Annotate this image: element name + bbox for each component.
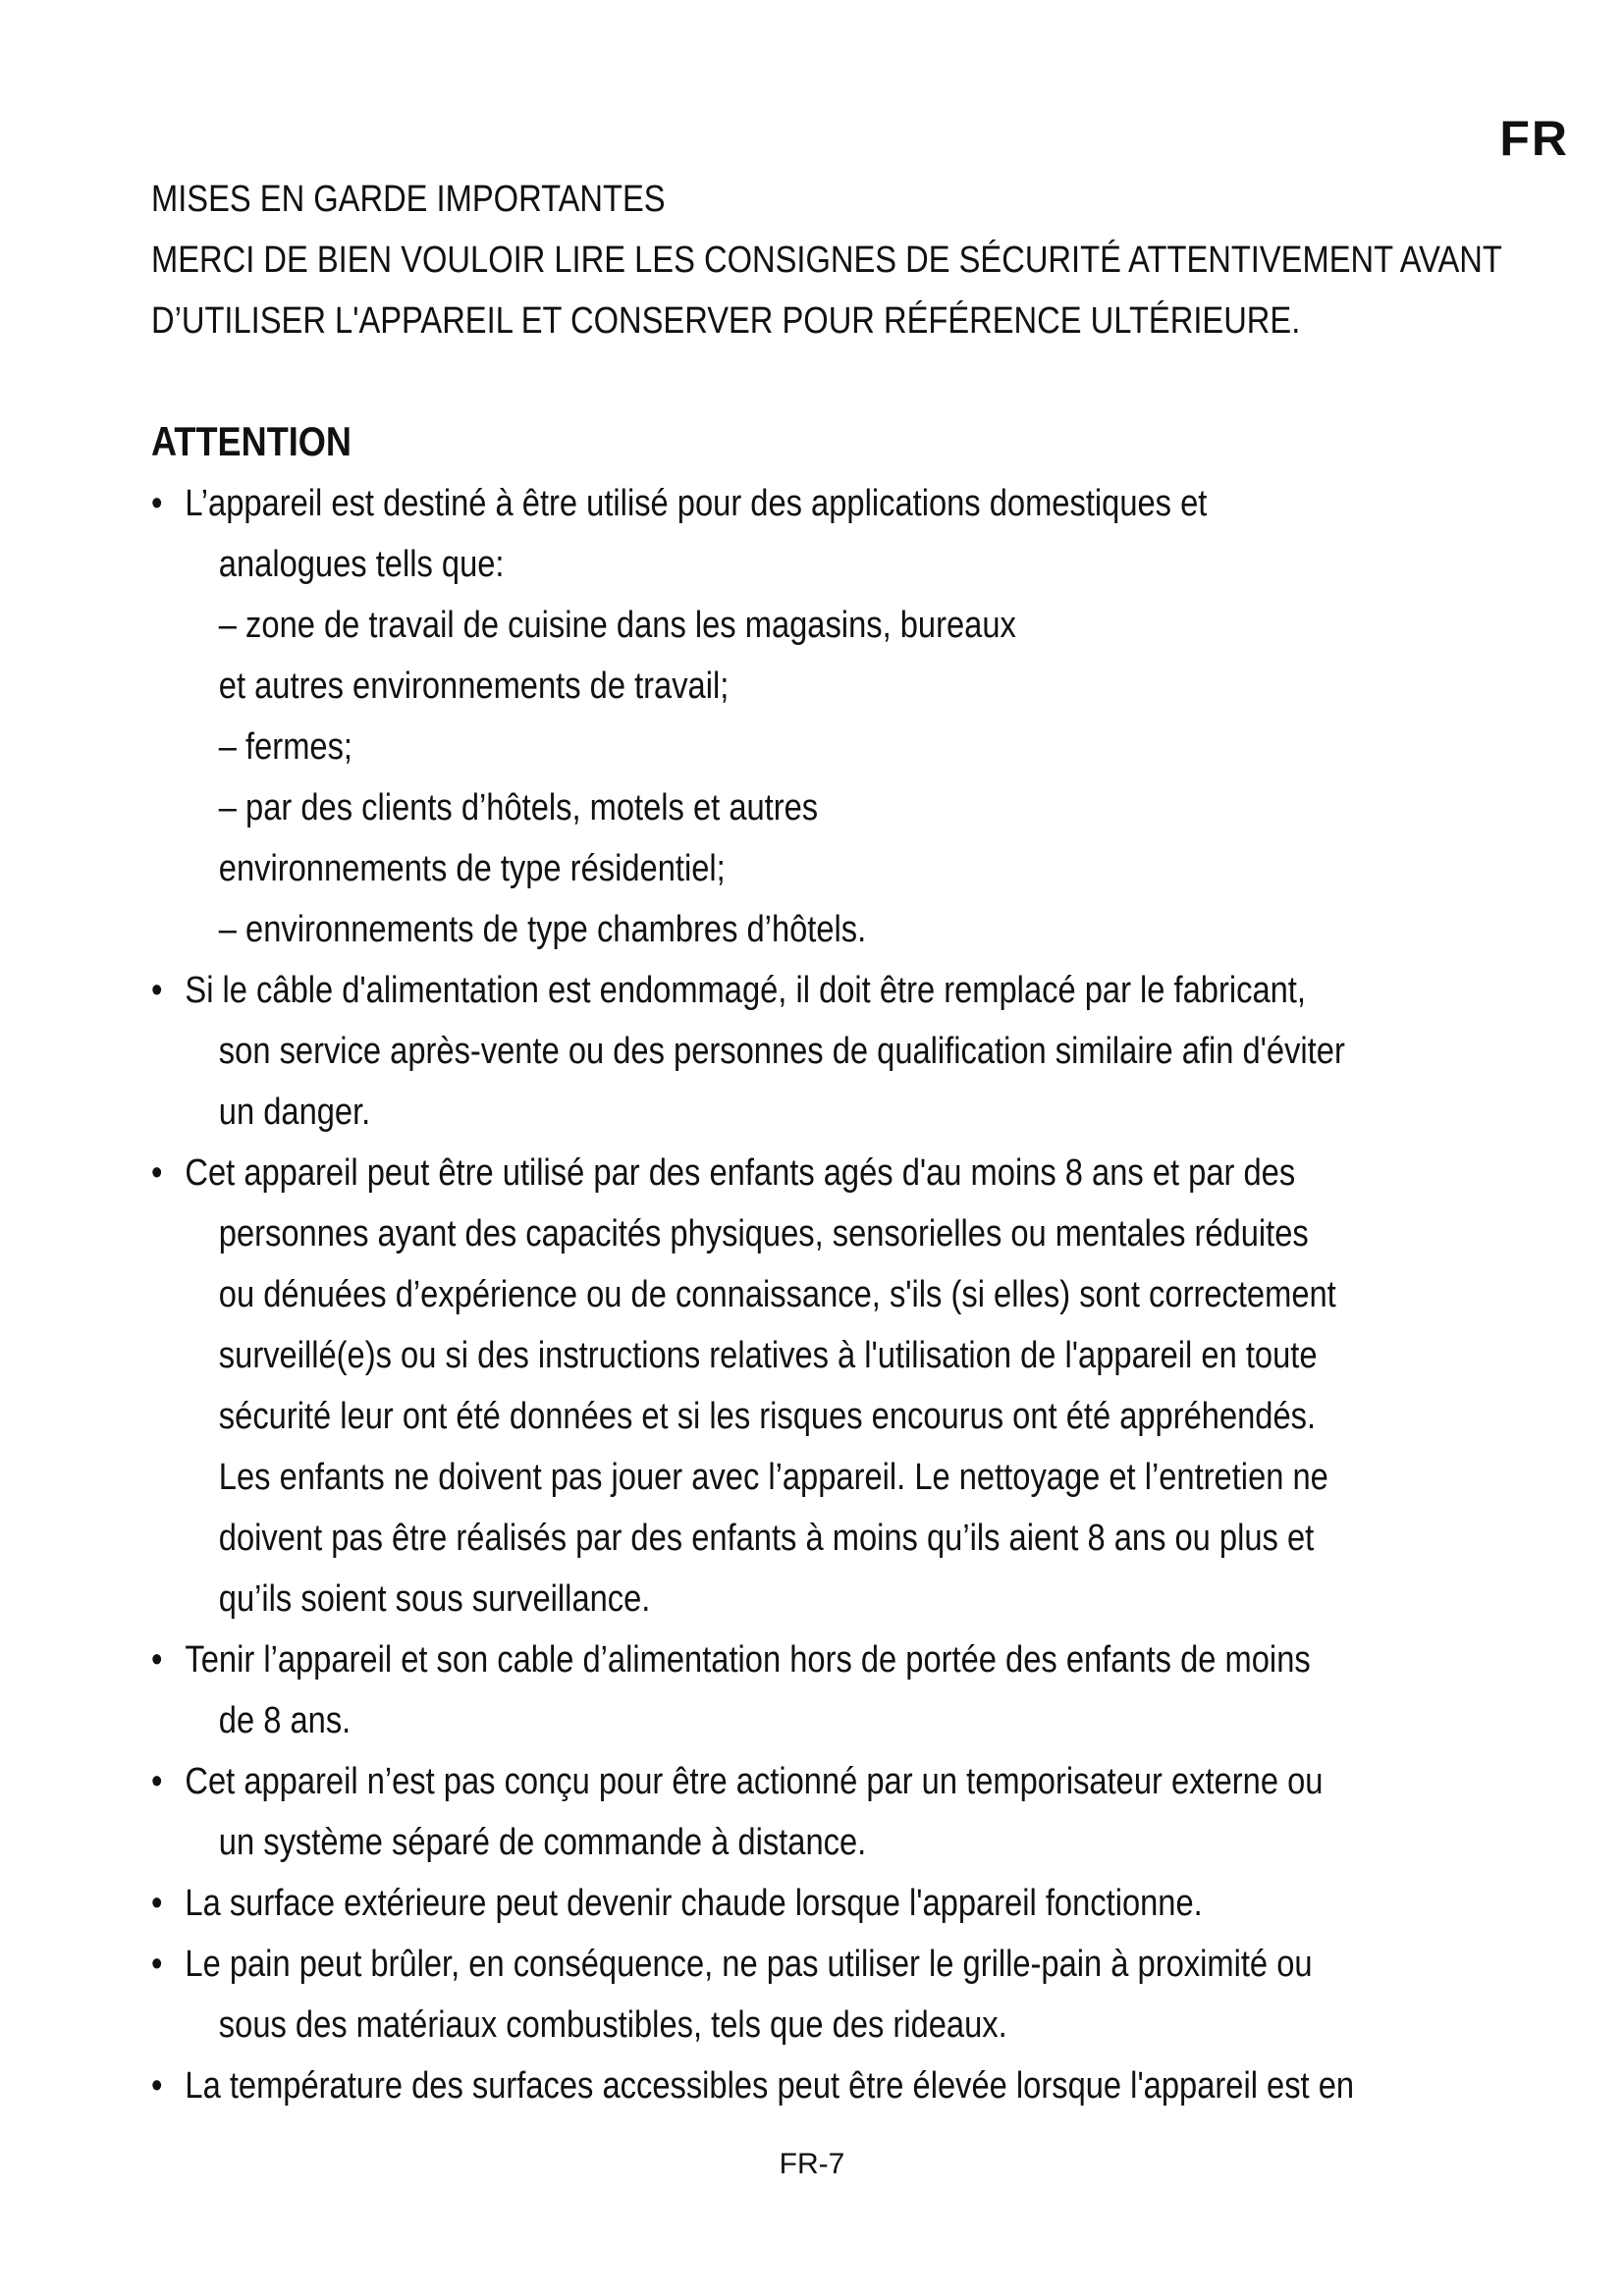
- item-line: sous des matériaux combustibles, tels que des rideaux.: [218, 2004, 1007, 2046]
- sub-item-line: environnements de type résidentiel;: [218, 848, 726, 889]
- sub-item-line: – zone de travail de cuisine dans les magasins, bureaux: [218, 605, 1016, 646]
- bullet-icon: •: [151, 1761, 163, 1802]
- list-item: [151, 2056, 1469, 2116]
- item-line: son service après-vente ou des personnes de qualification similaire afin d'éviter: [218, 1031, 1345, 1072]
- list-item: [151, 1143, 1469, 1629]
- item-line: analogues tells que:: [218, 544, 505, 585]
- item-line: doivent pas être réalisés par des enfants à moins qu’ils aient 8 ans ou plus et: [218, 1518, 1315, 1559]
- item-line: de 8 ans.: [218, 1700, 352, 1741]
- item-line: Les enfants ne doivent pas jouer avec l’appareil. Le nettoyage et l’entretien ne: [218, 1457, 1328, 1498]
- sub-item: [185, 717, 1468, 777]
- sub-item-line: – par des clients d’hôtels, motels et autres: [218, 787, 819, 828]
- item-line: un danger.: [218, 1092, 371, 1133]
- sub-item-line: – environnements de type chambres d’hôtels.: [218, 909, 867, 950]
- language-tag: FR: [1499, 111, 1569, 166]
- bullet-icon: •: [151, 1883, 163, 1924]
- bullet-icon: •: [151, 483, 163, 524]
- list-item: [151, 1934, 1469, 2056]
- list-item: [151, 1751, 1469, 1873]
- item-line: surveillé(e)s ou si des instructions relatives à l'utilisation de l'appareil en toute: [218, 1335, 1318, 1376]
- intro-line-3: D’UTILISER L'APPAREIL ET CONSERVER POUR RÉFÉRENCE ULTÉRIEURE.: [151, 300, 1301, 342]
- bullet-icon: •: [151, 1944, 163, 1985]
- sub-item-line: – fermes;: [218, 726, 353, 768]
- item-line: un système séparé de commande à distance.: [218, 1822, 867, 1863]
- item-line: Cet appareil peut être utilisé par des enfants agés d'au moins 8 ans et par des: [185, 1152, 1296, 1194]
- page-number: FR-7: [779, 2148, 845, 2180]
- item-line: Tenir l’appareil et son cable d’alimentation hors de portée des enfants de moins: [185, 1639, 1311, 1681]
- item-line: L’appareil est destiné à être utilisé pour des applications domestiques et: [185, 483, 1208, 524]
- warning-list: [151, 473, 1469, 2116]
- sub-list: [185, 595, 1468, 960]
- intro-line-2: MERCI DE BIEN VOULOIR LIRE LES CONSIGNES DE SÉCURITÉ ATTENTIVEMENT AVANT: [151, 240, 1502, 281]
- item-line: personnes ayant des capacités physiques, sensorielles ou mentales réduites: [218, 1213, 1309, 1255]
- list-item: [151, 960, 1469, 1143]
- sub-item: [185, 899, 1468, 960]
- item-line: La température des surfaces accessibles peut être élevée lorsque l'appareil est en: [185, 2065, 1355, 2107]
- sub-item-line: et autres environnements de travail;: [218, 666, 730, 707]
- intro-heading: MISES EN GARDE IMPORTANTES: [151, 179, 666, 220]
- bullet-icon: •: [151, 1152, 163, 1194]
- document-body: [151, 169, 1502, 2116]
- item-line: sécurité leur ont été données et si les risques encourus ont été appréhendés.: [218, 1396, 1317, 1437]
- list-item: [151, 1873, 1469, 1934]
- bullet-icon: •: [151, 1639, 163, 1681]
- bullet-icon: •: [151, 2065, 163, 2107]
- section-title: ATTENTION: [151, 418, 352, 464]
- item-line: Cet appareil n’est pas conçu pour être actionné par un temporisateur externe ou: [185, 1761, 1324, 1802]
- sub-item: [185, 777, 1468, 899]
- item-line: qu’ils soient sous surveillance.: [218, 1578, 651, 1620]
- list-item: [151, 1629, 1469, 1751]
- item-line: La surface extérieure peut devenir chaude lorsque l'appareil fonctionne.: [185, 1883, 1203, 1924]
- list-item: [151, 473, 1469, 960]
- item-line: Si le câble d'alimentation est endommagé, il doit être remplacé par le fabricant,: [185, 970, 1306, 1011]
- item-line: Le pain peut brûler, en conséquence, ne pas utiliser le grille-pain à proximité ou: [185, 1944, 1313, 1985]
- sub-item: [185, 595, 1468, 717]
- bullet-icon: •: [151, 970, 163, 1011]
- item-line: ou dénuées d’expérience ou de connaissance, s'ils (si elles) sont correctement: [218, 1274, 1336, 1315]
